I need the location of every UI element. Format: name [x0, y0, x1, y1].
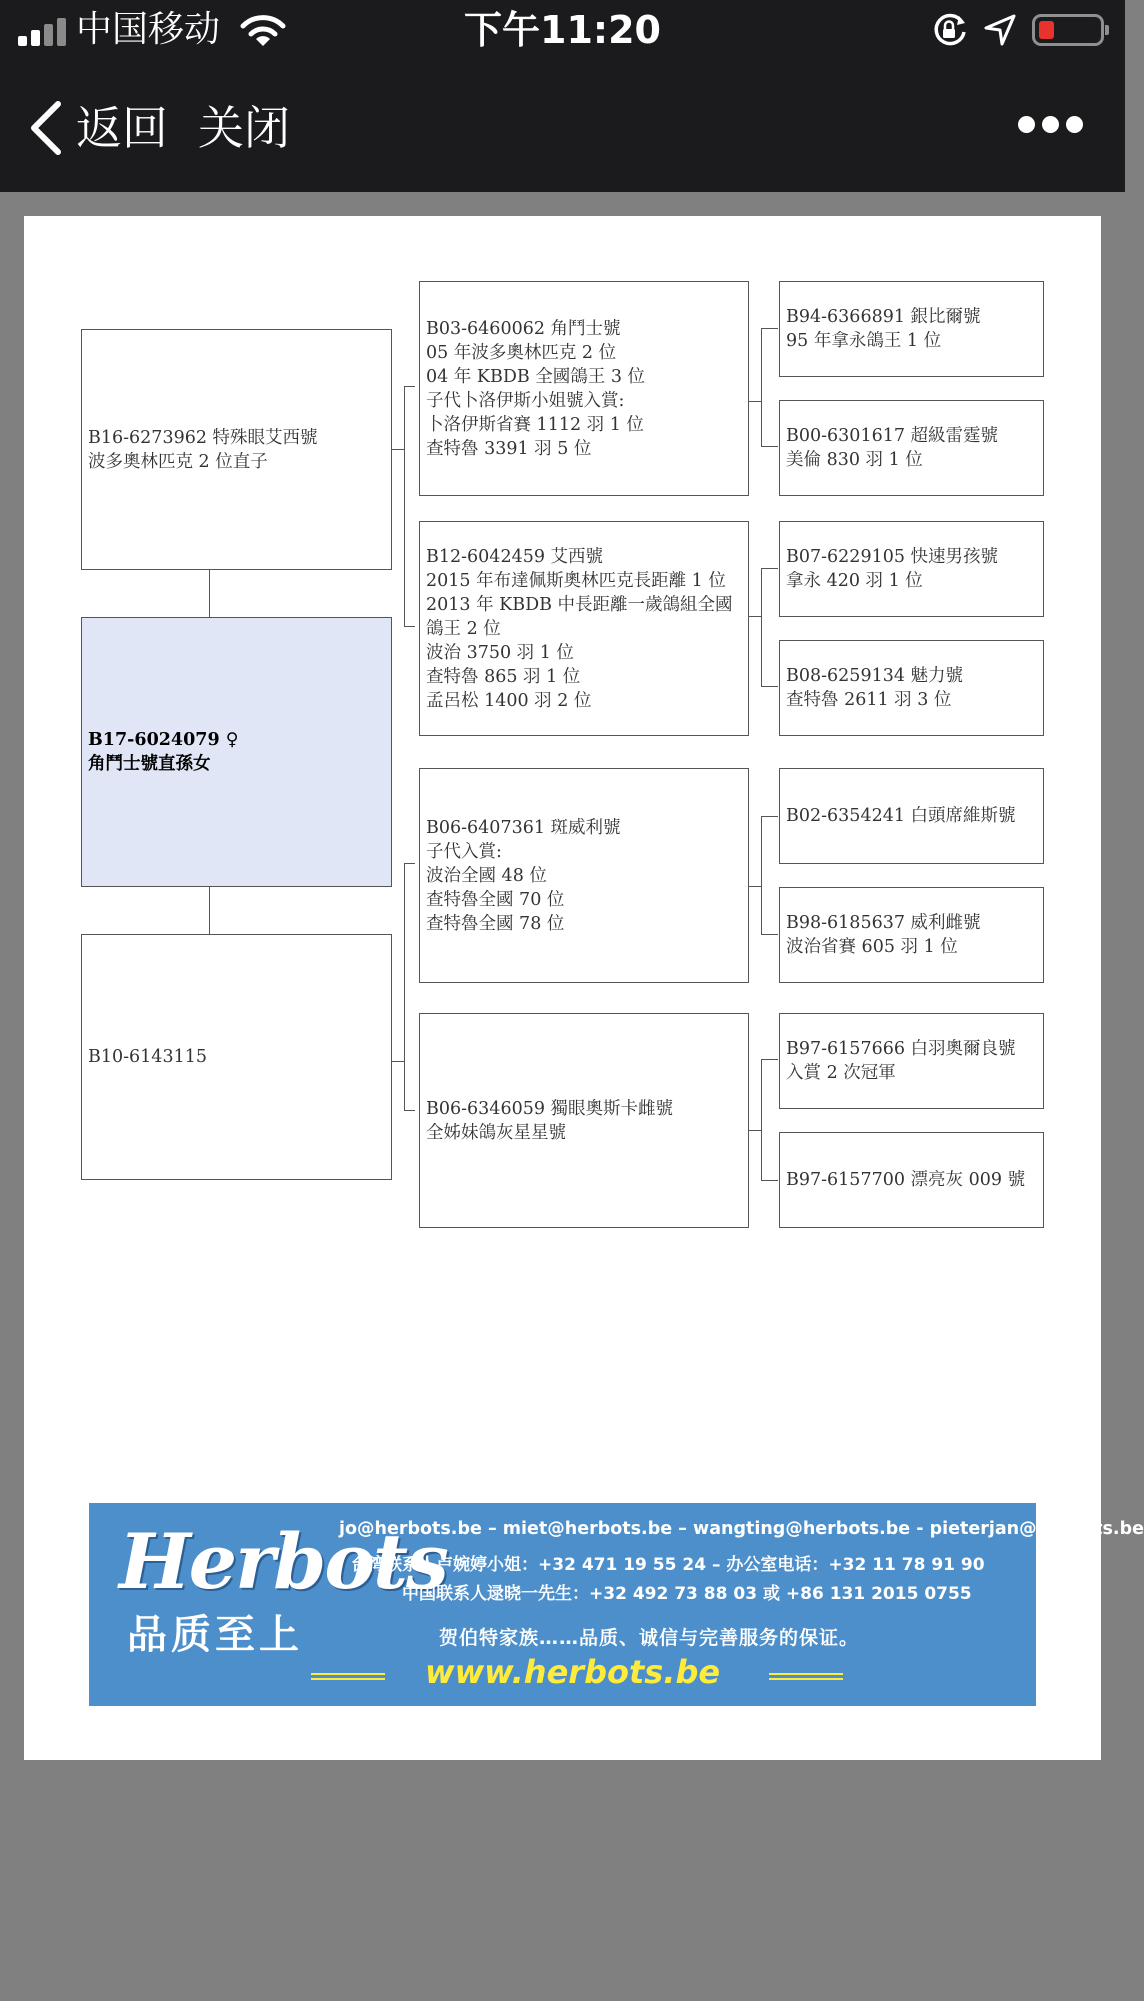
pedigree-line: 入賞 2 次冠軍 — [786, 1063, 896, 1083]
connector-line — [404, 863, 415, 864]
connector-line — [761, 816, 778, 817]
connector-line — [391, 1061, 404, 1062]
pedigree-line: 波治全國 48 位 — [426, 865, 547, 886]
connector-line — [761, 1180, 778, 1181]
pedigree-line: B12-6042459 艾西號 — [426, 546, 604, 567]
pedigree-line: B10-6143115 — [88, 1047, 207, 1067]
pedigree-dam-sire — [419, 768, 749, 983]
pedigree-dam — [81, 934, 392, 1180]
pedigree-line: 孟呂松 1400 羽 2 位 — [426, 690, 592, 711]
wifi-icon — [240, 14, 286, 48]
pedigree-line: B07-6229105 快速男孩號 — [786, 547, 999, 567]
battery-icon — [1032, 14, 1104, 46]
pedigree-line: 查特魯 865 羽 1 位 — [426, 666, 581, 687]
pedigree-line: B16-6273962 特殊眼艾西號 — [88, 427, 318, 448]
pedigree-line: 2015 年布達佩斯奧林匹克長距離 1 位 — [426, 570, 726, 591]
pedigree-line: 查特魯 3391 羽 5 位 — [426, 438, 592, 459]
pedigree-great-grandparent — [779, 521, 1044, 617]
pedigree-line: B17-6024079 ♀ — [88, 730, 239, 750]
pedigree-line: B03-6460062 角鬥士號 — [426, 318, 621, 339]
banner-emails: jo@herbots.be – miet@herbots.be – wangting@herbots.be - pieterjan@herbots.be — [339, 1519, 1144, 1539]
connector-line — [209, 570, 210, 618]
pedigree-line: 角鬥士號直孫女 — [88, 754, 211, 774]
pedigree-line: B94-6366891 銀比爾號 — [786, 307, 981, 327]
pedigree-line: 卜洛伊斯省賽 1112 羽 1 位 — [426, 414, 644, 435]
connector-line — [761, 686, 778, 687]
connector-line — [404, 386, 415, 387]
carrier-name: 中国移动 — [76, 9, 221, 50]
pedigree-line: B08-6259134 魅力號 — [786, 666, 964, 686]
pedigree-document — [24, 216, 1144, 1760]
pedigree-line: 子代入賞: — [426, 841, 502, 862]
pedigree-line: 2013 年 KBDB 中長距離一歲鴿組全國鴿王 2 位 — [426, 594, 733, 639]
banner-taiwan-contact: 台湾联系人卢婉婷小姐：+32 471 19 55 24 – 办公室电话：+32 11 78 91 90 — [351, 1555, 985, 1575]
pedigree-line: 05 年波多奧林匹克 2 位 — [426, 342, 617, 363]
connector-line — [404, 1110, 415, 1111]
pedigree-sire-dam — [419, 521, 749, 736]
pedigree-line: B02-6354241 白頭席維斯號 — [786, 806, 1016, 826]
herbots-banner — [89, 1503, 1144, 1706]
connector-line — [209, 886, 210, 934]
connector-line — [404, 626, 415, 627]
connector-line — [391, 449, 404, 450]
pedigree-great-grandparent — [779, 281, 1044, 377]
pedigree-line: 95 年拿永鴿王 1 位 — [786, 331, 942, 351]
connector-line — [761, 446, 778, 447]
pedigree-line: B97-6157700 漂亮灰 009 號 — [786, 1170, 1026, 1190]
close-button[interactable]: 关闭 — [198, 101, 290, 155]
pedigree-line: 04 年 KBDB 全國鴿王 3 位 — [426, 366, 646, 387]
connector-line — [748, 616, 761, 617]
pedigree-line: B06-6346059 獨眼奧斯卡雌號 — [426, 1098, 674, 1119]
pedigree-great-grandparent — [779, 768, 1044, 864]
connector-line — [404, 386, 405, 626]
pedigree-line: 拿永 420 羽 1 位 — [786, 571, 923, 591]
pedigree-subject — [81, 617, 392, 887]
pedigree-line: 波治省賽 605 羽 1 位 — [786, 937, 958, 957]
pedigree-line: 美倫 830 羽 1 位 — [786, 450, 923, 470]
pedigree-sire — [81, 329, 392, 570]
connector-line — [404, 863, 405, 1110]
connector-line — [748, 401, 761, 402]
pedigree-line: B06-6407361 斑威利號 — [426, 817, 621, 838]
rotation-lock-icon — [930, 12, 970, 48]
pedigree-great-grandparent — [779, 400, 1044, 496]
herbots-logo: Herbots — [119, 1517, 447, 1606]
banner-slogan: 品质至上 — [127, 1612, 303, 1658]
connector-line — [761, 328, 762, 446]
location-arrow-icon — [982, 12, 1018, 48]
connector-line — [761, 568, 778, 569]
nav-bar — [0, 60, 1125, 192]
status-time: 下午11:20 — [464, 8, 661, 52]
pedigree-line: 全姊妹鴿灰星星號 — [426, 1122, 566, 1143]
connector-line — [761, 1059, 778, 1060]
pedigree-line: 查特魯全國 78 位 — [426, 913, 565, 934]
cellular-signal-icon — [18, 20, 66, 46]
pedigree-great-grandparent — [779, 1013, 1044, 1109]
connector-line — [761, 568, 762, 686]
banner-motto: 贺伯特家族……品质、诚信与完善服务的保证。 — [439, 1627, 860, 1649]
banner-divider — [311, 1673, 385, 1680]
back-button[interactable]: 返回 — [76, 101, 168, 155]
pedigree-line: 子代卜洛伊斯小姐號入賞: — [426, 390, 625, 411]
pedigree-sire-sire — [419, 281, 749, 496]
pedigree-line: 查特魯全國 70 位 — [426, 889, 565, 910]
connector-line — [761, 328, 778, 329]
connector-line — [761, 934, 778, 935]
connector-line — [748, 886, 761, 887]
more-dots-icon[interactable] — [1018, 114, 1084, 134]
banner-website: www.herbots.be — [425, 1653, 721, 1691]
pedigree-line: 查特魯 2611 羽 3 位 — [786, 690, 952, 710]
pedigree-dam-dam — [419, 1013, 749, 1228]
pedigree-line: B97-6157666 白羽奧爾良號 — [786, 1039, 1016, 1059]
banner-china-contact: 中国联系人逯晓一先生：+32 492 73 88 03 或 +86 131 2015 0755 — [402, 1584, 972, 1604]
back-chevron-icon[interactable] — [26, 100, 66, 156]
connector-line — [761, 816, 762, 934]
pedigree-line: B98-6185637 威利雌號 — [786, 913, 981, 933]
pedigree-line: 波治 3750 羽 1 位 — [426, 642, 574, 663]
banner-divider — [769, 1673, 843, 1680]
pedigree-line: B00-6301617 超級雷霆號 — [786, 426, 999, 446]
status-bar — [0, 0, 1125, 60]
connector-line — [761, 1059, 762, 1180]
pedigree-great-grandparent — [779, 640, 1044, 736]
connector-line — [748, 1130, 761, 1131]
pedigree-great-grandparent — [779, 1132, 1044, 1228]
pedigree-great-grandparent — [779, 887, 1044, 983]
pedigree-line: 波多奧林匹克 2 位直子 — [88, 451, 268, 472]
